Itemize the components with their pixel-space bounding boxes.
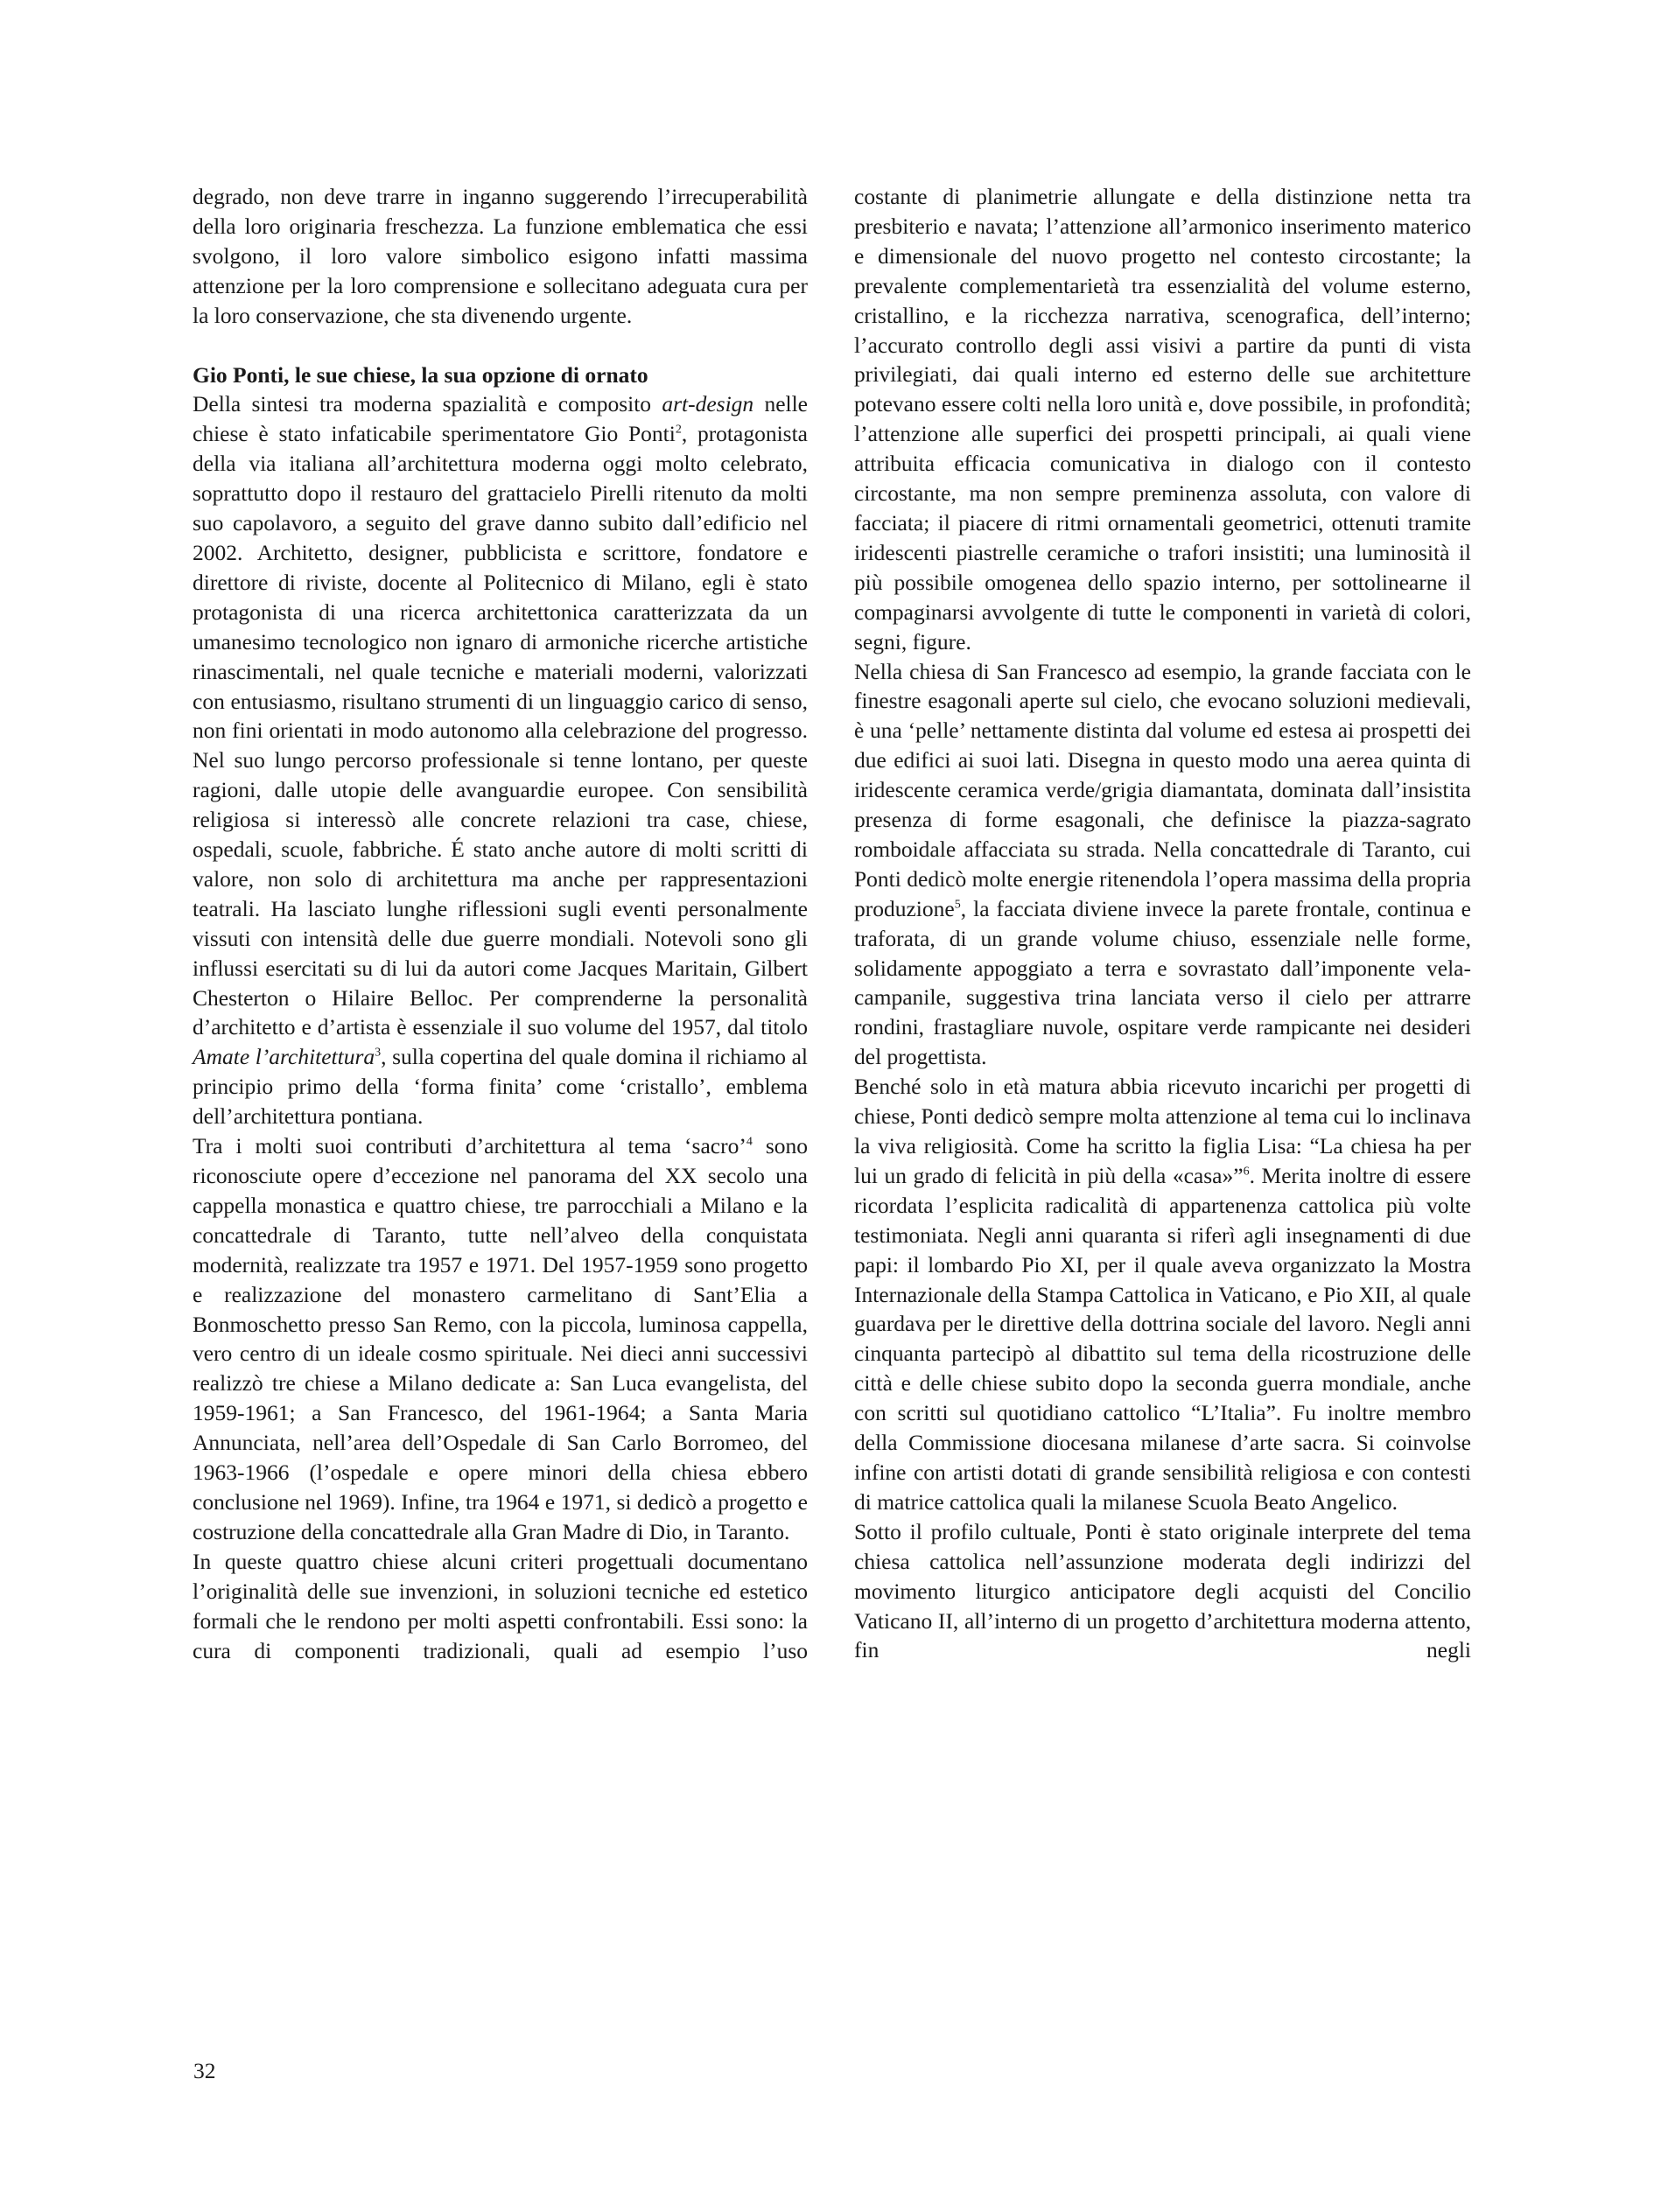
footnote-ref[interactable]: 4 — [746, 1135, 753, 1149]
page-number: 32 — [193, 2058, 216, 2083]
text-run: , la facciata diviene invece la parete frontale, continua e traforata, di un grande volume chiuso, essenziale nelle forme, solidamente appoggiato a terra e sovrastato dall’imponente vela-campanile, suggestiva trina lanciata verso il cielo per attrarre rondini, frastagliare nuvole, ospitare verde rampicante nei desideri del progettista. — [854, 895, 1471, 1070]
footnote-ref[interactable]: 2 — [675, 423, 682, 437]
text-run: Tra i molti suoi contributi d’architettura al tema ‘sacro’ — [193, 1133, 746, 1159]
text-run: sono riconosciute opere d’eccezione nel panorama del XX secolo una cappella monastica e quattro chiese, tre parrocchiali a Milano e la concattedrale di Taranto, tutte nell’alveo della conquistata modernità, realizzate tra 1957 e 1971. Del 1957-1959 sono progetto e realizzazione del monastero carmelitano di Sant’Elia a Bonmoschetto presso San Remo, con la piccola, luminosa cappella, vero centro di un ideale cosmo spirituale. Nei dieci anni successivi realizzò tre chiese a Milano dedicate a: San Luca evangelista, del 1959-1961; a San Francesco, del 1961-1964; a Santa Maria Annunciata, nell’area dell’Ospedale di San Carlo Borromeo, del 1963-1966 (l’ospedale e opere minori della chiesa ebbero conclusione nel 1969). Infine, tra 1964 e 1971, si dedicò a progetto e costruzione della concattedrale alla Gran Madre di Dio, in Taranto. — [193, 1133, 808, 1544]
intro-paragraph: degrado, non deve trarre in inganno suggerendo l’irrecuperabilità della loro originaria freschezza. La funzione emblematica che essi svolgono, il loro valore simbolico esigono infatti massima attenzione per la loro comprensione e sollecitano adeguata cura per la loro conservazione, che sta divenendo urgente. — [193, 184, 808, 328]
footnote-ref[interactable]: 5 — [954, 898, 961, 912]
text-run: Della sintesi tra moderna spazialità e composito — [193, 391, 662, 417]
body-paragraph — [854, 1072, 1471, 1517]
text-run: Nella chiesa di San Francesco ad esempio, la grande facciata con le finestre esagonali aperte sul cielo, che evocano soluzioni medievali, è una ‘pelle’ nettamente distinta dal volume ed estesa ai prospetti dei due edifici ai suoi lati. Disegna in questo modo una aerea quinta di iridescente ceramica verde/grigia diamantata, dominata dall’insistita presenza di forme esagonali, che definisce la piazza-sagrato romboidale affacciata su strada. Nella concattedrale di Taranto, cui Ponti dedicò molte energie ritenendola l’opera massima della propria produzione — [854, 658, 1471, 921]
text-run: nelle chiese è stato infaticabile sperimentatore Gio Ponti — [193, 391, 808, 447]
paragraph-spacer — [193, 331, 808, 360]
text-run: , protagonista della via italiana all’architettura moderna oggi molto celebrato, soprattutto dopo il restauro del grattacielo Pirelli ritenuto da molti suo capolavoro, a seguito del grave danno subito dall’edificio nel 2002. Architetto, designer, pubblicista e scrittore, fondatore e direttore di riviste, docente al Politecnico di Milano, egli è stato protagonista di una ricerca architettonica caratterizzata da un umanesimo tecnologico non ignaro di armoniche ricerche artistiche rinascimentali, nel quale tecniche e materiali moderni, valorizzati con entusiasmo, risultano strumenti di un linguaggio carico di senso, non fini orientati in modo autonomo alla celebrazione del progresso. Nel suo lungo percorso professionale si tenne lontano, per queste ragioni, dalle utopie delle avanguardie europee. Con sensibilità religiosa si interessò alle concrete relazioni tra case, chiese, ospedali, scuole, fabbriche. É stato anche autore di molti scritti di valore, non solo di architettura ma anche per rappresentazioni teatrali. Ha lasciato lunghe riflessioni sugli eventi personalmente vissuti con intensità delle due guerre mondiali. Notevoli sono gli influssi esercitati su di lui da autori come Jacques Maritain, Gilbert Chesterton o Hilaire Belloc. Per comprenderne la personalità d’architetto e d’artista è essenziale il suo volume del 1957, dal titolo — [193, 421, 808, 1040]
body-paragraph — [854, 657, 1471, 1073]
text-run: Benché solo in età matura abbia ricevuto incarichi per progetti di chiese, Ponti dedicò sempre molta attenzione al tema cui lo inclinava la viva religiosità. Come ha scritto la figlia Lisa: “La chiesa ha per lui un grado di felicità in più della «casa»” — [854, 1074, 1471, 1188]
body-paragraph — [193, 1131, 808, 1547]
body-paragraph: Sotto il profilo cultuale, Ponti è stato originale interprete del tema chiesa cattolica nell’assunzione moderata degli indirizzi del movimento liturgico anticipatore degli acquisti del Concilio Vaticano II, all’interno di un progetto d’architettura moderna attento, fin negli — [854, 1518, 1471, 1663]
italic-term: art-design — [662, 391, 754, 417]
text-run: , sulla copertina del quale domina il richiamo al principio primo della ‘forma finita’ come ‘cristallo’, emblema dell’architettura pontiana. — [193, 1044, 808, 1130]
body-paragraph — [193, 389, 808, 1131]
right-column — [854, 182, 1471, 1665]
footnote-ref[interactable]: 6 — [1243, 1165, 1250, 1179]
footnote-ref[interactable]: 3 — [375, 1046, 382, 1060]
book-title: Amate l’architettura — [193, 1044, 375, 1070]
section-heading: Gio Ponti, le sue chiese, la sua opzione di ornato — [193, 361, 648, 388]
left-column — [193, 182, 808, 1665]
body-paragraph: In queste quattro chiese alcuni criteri progettuali documentano l’originalità delle sue invenzioni, in soluzioni tecniche ed estetico formali che le rendono per molti aspetti confrontabili. Essi sono: la cura di componenti tradizionali, quali ad esempio l’uso — [193, 1548, 808, 1663]
body-paragraph: costante di planimetrie allungate e della distinzione netta tra presbiterio e navata; l’attenzione all’armonico inserimento materico e dimensionale del nuovo progetto nel contesto circostante; la prevalente complementarietà tra essenzialità del volume esterno, cristallino, e la ricchezza narrativa, scenografica, dell’interno; l’accurato controllo degli assi visivi a partire da punti di vista privilegiati, dai quali interno ed esterno delle sue architetture potevano essere colti nella loro unità e, dove possibile, in profondità; l’attenzione alle superfici dei prospetti principali, ai quali viene attribuita efficacia comunicativa in dialogo con il contesto circostante, ma non sempre preminenza assoluta, con valore di facciata; il piacere di ritmi ornamentali geometrici, ottenuti tramite iridescenti piastrelle ceramiche o trafori insistiti; una luminosità il più possibile omogenea dello spazio interno, per sottolinearne il compaginarsi avvolgente di tutte le componenti in varietà di colori, segni, figure. — [854, 184, 1471, 654]
text-run: . Merita inoltre di essere ricordata l’esplicita radicalità di appartenenza cattolica più volte testimoniata. Negli anni quaranta si riferì agli insegnamenti di due papi: il lombardo Pio XI, per il quale aveva organizzato la Mostra Internazionale della Stampa Cattolica in Vaticano, e Pio XII, al quale guardava per le direttive della dottrina sociale del lavoro. Negli anni cinquanta partecipò al dibattito sul tema della ricostruzione delle città e delle chiese subito dopo la seconda guerra mondiale, anche con scritti sul quotidiano cattolico “L’Italia”. Fu inoltre membro della Commissione diocesana milanese d’arte sacra. Si coinvolse infine con artisti dotati di grande sensibilità religiosa e con contesti di matrice cattolica quali la milanese Scuola Beato Angelico. — [854, 1162, 1471, 1515]
